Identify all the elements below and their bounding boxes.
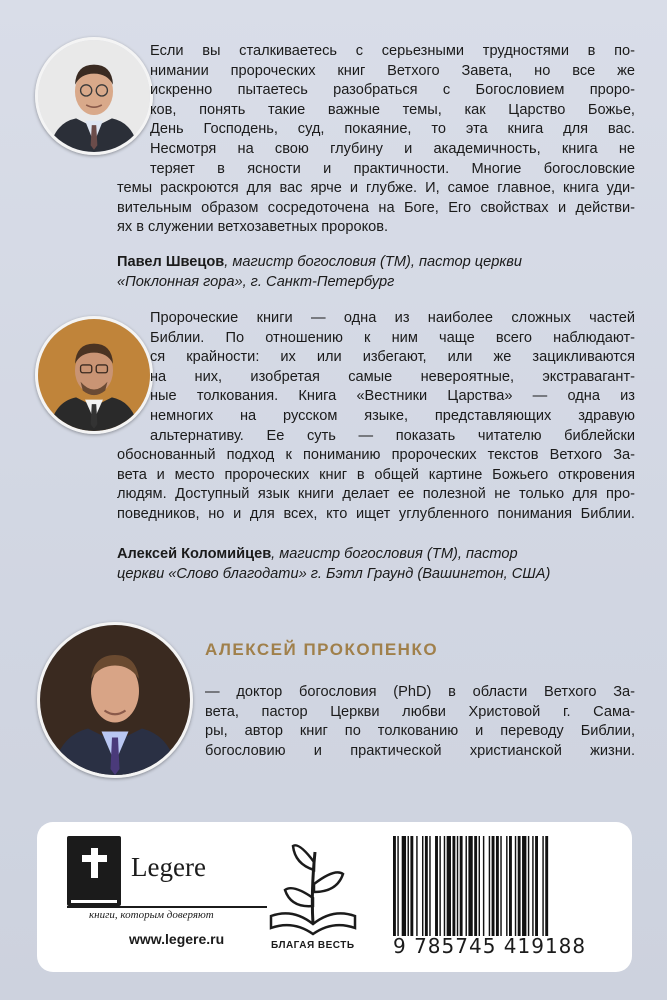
barcode-bar	[468, 836, 472, 936]
publisher-brand: Legere	[131, 852, 206, 882]
reviewer-title: , магистр богословия (ТМ), пастор церкви	[224, 254, 522, 270]
barcode-bar	[439, 836, 440, 936]
review-kolomiytsev-signature	[117, 545, 550, 584]
review-shvetsov-signature	[117, 253, 522, 292]
barcode-bar	[509, 836, 512, 936]
barcode-bar	[518, 836, 521, 936]
sprout-book-icon	[263, 832, 363, 938]
barcode-bar	[408, 836, 409, 936]
author-photo	[37, 622, 193, 778]
review-shvetsov-text: Если вы сталкиваетесь с серьезными трудностями в по- нимании пророческих книг Ветхого Завета, но все же искренно пытаетесь разобраться с Богословием проро- ков, понять такие важные темы, как Царство Божье, День Господень, суд, покаяние, то эта книга для вас. Несмотря на свою глубину и академичность, книга не теряет в ясности и практичности. Многие богословские темы раскроются для вас ярче и глубже. И, самое главное, книга уди- вительным образом сосредоточена на Боге, Его свойствах и действи- ях в служении ветхозаветных пророков.	[117, 43, 635, 236]
barcode-bar	[435, 836, 438, 936]
barcode-bar	[452, 836, 455, 936]
barcode-bar	[429, 836, 430, 936]
isbn-number: 9 785745 419188	[393, 934, 587, 958]
publisher-website: www.legere.ru	[129, 931, 225, 947]
barcode-bar	[522, 836, 526, 936]
barcode-bar	[532, 836, 533, 936]
author-name: АЛЕКСЕЙ ПРОКОПЕНКО	[205, 640, 439, 659]
barcode-bar	[444, 836, 445, 936]
publisher-tagline: книги, которым доверяют	[89, 909, 214, 921]
barcode-bar	[410, 836, 413, 936]
reviewer-name: Алексей Коломийцев	[117, 546, 272, 562]
barcode-bar	[422, 836, 423, 936]
barcode-bar	[474, 836, 477, 936]
book-icon	[67, 836, 121, 906]
publisher-panel	[37, 822, 632, 972]
barcode-bar	[489, 836, 490, 936]
barcode-bar	[466, 836, 467, 936]
author-bio: — доктор богословия (PhD) в области Ветхого За- вета, пастор Церкви любви Христовой г. Сама- ры, автор книг по толкованию и переводу Библии, богословию и практической христианской жизни.	[205, 684, 635, 759]
publisher-imprint: БЛАГАЯ ВЕСТЬ	[271, 940, 355, 951]
barcode-bar	[460, 836, 463, 936]
review-kolomiytsev-text: Пророческие книги — одна из наиболее сложных частей Библии. По отношению к ним чаще всего наблюдают- ся крайности: их или избегают, или же зацикливаются на них, изобретая самые невероятные, экстравагант- ные толкования. Книга «Вестники Царства» — одна из немногих на русском языке, представляющих здравую альтернативу. Ее суть — показать читателю библейски обоснованный подход к пониманию пророческих текстов Ветхого За- вета и место пророческих книг в общей картине Божьего откровения людям. Доступный язык книги делает ее полезной не только для про- поведников, но и для всех, кто ищет углубленного понимания Библии.	[117, 310, 635, 522]
cross-icon	[91, 848, 98, 878]
barcode-bar	[416, 836, 417, 936]
reviewer-name: Павел Швецов	[117, 254, 225, 270]
reviewer-title: , магистр богословия (ТМ), пастор	[271, 546, 518, 562]
barcode-bar	[542, 836, 543, 936]
reviewer-photo-shvetsov	[35, 37, 153, 155]
legere-logo	[67, 834, 267, 966]
blagaya-vest-logo	[253, 832, 373, 964]
barcode-bar	[393, 836, 396, 936]
barcode-bar	[528, 836, 529, 936]
barcode-bar	[535, 836, 538, 936]
barcode-bar	[479, 836, 480, 936]
barcode-bar	[425, 836, 428, 936]
barcode-bar	[402, 836, 406, 936]
barcode-bar	[545, 836, 548, 936]
barcode-bar	[492, 836, 495, 936]
barcode	[391, 836, 617, 936]
barcode-bar	[506, 836, 507, 936]
barcode-bar	[496, 836, 499, 936]
reviewer-church: «Поклонная гора», г. Санкт-Петербург	[117, 273, 395, 290]
barcode-bar	[457, 836, 458, 936]
barcode-bar	[515, 836, 516, 936]
barcode-bar	[397, 836, 398, 936]
barcode-bar	[447, 836, 451, 936]
barcode-bar	[483, 836, 484, 936]
reviewer-church: церкви «Слово благодати» г. Бэтл Граунд (Вашингтон, США)	[117, 565, 551, 582]
reviewer-photo-kolomiytsev	[35, 316, 153, 434]
barcode-bar	[500, 836, 501, 936]
